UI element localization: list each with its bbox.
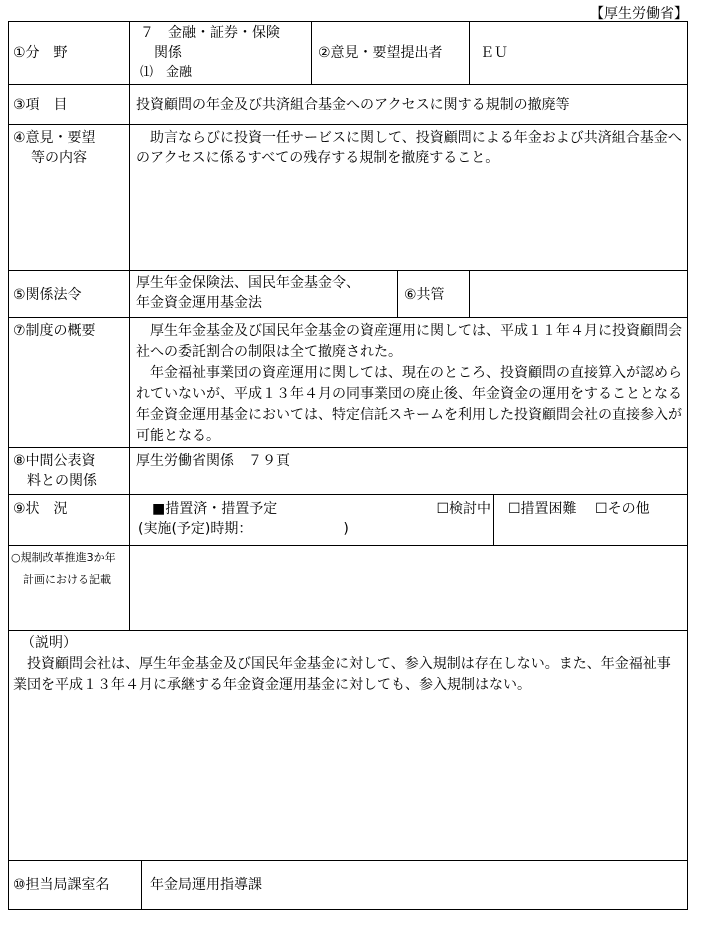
status-option-difficult: ☐措置困難 xyxy=(508,501,577,517)
cojurisdiction-value xyxy=(469,271,687,317)
row-laws xyxy=(9,271,687,318)
ministry-header: 【厚生労働省】 xyxy=(590,6,688,22)
field-value-line2: 関係 xyxy=(154,45,182,61)
bureau-label: ⑩担当局課室名 xyxy=(13,877,110,893)
row-item xyxy=(9,85,687,125)
plan-label-line1: ○規制改革推進3か年 xyxy=(11,551,116,564)
laws-value-line2: 年金資金運用基金法 xyxy=(136,295,262,311)
system-outline-para2: 年金福祉事業団の資産運用に関しては、現在のところ、投資顧問の直接算入が認められていないが、平成１３年４月の同事業団の廃止後、年金資金の運用をすることとなる年金資金運用基金においては、特定信託スキームを利用した投資顧問会社の直接参入が可能となる。 xyxy=(136,365,682,444)
field-value-line3: ⑴ 金融 xyxy=(140,65,193,80)
submitter-label: ②意見・要望提出者 xyxy=(311,22,469,84)
row-bureau xyxy=(9,861,687,909)
interim-label-line1: ⑧中間公表資 xyxy=(13,453,96,469)
plan-label xyxy=(9,546,129,630)
row-explanation xyxy=(9,631,687,861)
system-outline-para1: 厚生年金基金及び国民年金基金の資産運用に関しては、平成１１年４月に投資顧問会社への委託割合の制限は全て撤廃された。 xyxy=(136,323,682,360)
field-value-line1: ７ 金融・証券・保険 xyxy=(140,25,280,41)
status-side xyxy=(493,495,687,545)
request-label-line1: ④意見・要望 xyxy=(13,130,96,146)
item-label: ③項 目 xyxy=(13,97,68,113)
interim-label-line2: 料との関係 xyxy=(27,473,97,489)
row-three-year-plan xyxy=(9,546,687,631)
status-option-other: ☐その他 xyxy=(595,501,650,517)
request-form xyxy=(8,21,688,910)
field-value xyxy=(129,22,311,84)
cojurisdiction-label: ⑥共管 xyxy=(397,271,469,317)
request-label xyxy=(9,125,129,270)
explanation xyxy=(9,631,687,860)
status-timing: (実施(予定)時期： ) xyxy=(138,521,349,537)
item-value: 投資顧問の年金及び共済組合基金へのアクセスに関する規制の撤廃等 xyxy=(129,85,687,124)
status-label: ⑨状 況 xyxy=(13,501,68,517)
status-option-review: ☐検討中 xyxy=(436,501,491,517)
status-main xyxy=(129,495,493,545)
laws-value-line1: 厚生年金保険法、国民年金基金令、 xyxy=(136,275,360,291)
row-system-outline xyxy=(9,318,687,448)
status-option-done: ■措置済・措置予定 xyxy=(152,501,278,517)
explanation-heading: （説明） xyxy=(21,635,77,651)
submitter-value: ＥＵ xyxy=(469,22,687,84)
row-field xyxy=(9,22,687,85)
system-outline-value xyxy=(129,318,687,447)
bureau-value: 年金局運用指導課 xyxy=(141,861,687,909)
laws-value xyxy=(129,271,397,317)
plan-value xyxy=(129,546,687,630)
row-request xyxy=(9,125,687,271)
explanation-text: 投資顧問会社は、厚生年金基金及び国民年金基金に対して、参入規制は存在しない。また、年金福祉事業団を平成１３年４月に承継する年金資金運用基金に対しても、参入規制はない。 xyxy=(13,656,671,693)
row-interim xyxy=(9,448,687,495)
interim-value: 厚生労働省関係 ７９頁 xyxy=(129,448,687,494)
interim-label xyxy=(9,448,129,494)
field-label: ①分 野 xyxy=(13,45,68,61)
plan-label-line2: 計画における記載 xyxy=(23,573,111,586)
request-label-line2: 等の内容 xyxy=(31,150,87,166)
request-text: 助言ならびに投資一任サービスに関して、投資顧問による年金および共済組合基金へのアクセスに係るすべての残存する規制を撤廃すること。 xyxy=(136,130,682,166)
laws-label: ⑤関係法令 xyxy=(13,287,82,303)
request-value xyxy=(129,125,687,270)
system-outline-label: ⑦制度の概要 xyxy=(13,323,96,339)
row-status xyxy=(9,495,687,546)
